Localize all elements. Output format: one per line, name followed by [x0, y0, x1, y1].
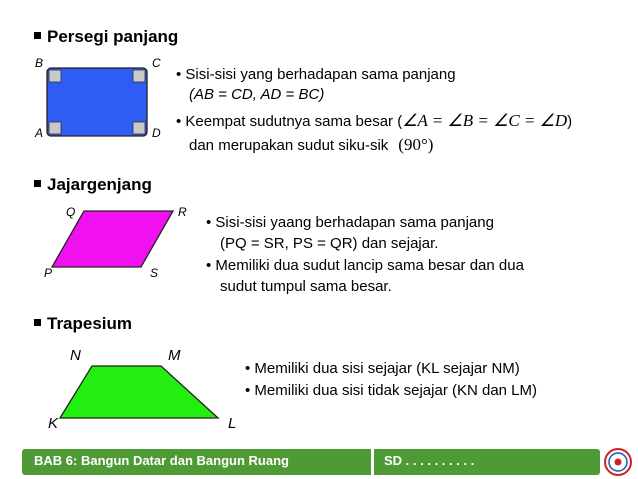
heading-trapesium — [34, 314, 132, 334]
vertex-p-label: P — [44, 266, 53, 280]
right-angle-mark-b — [49, 70, 61, 82]
right-angle-mark-d — [133, 122, 145, 134]
trapezoid-figure — [55, 362, 230, 424]
vertex-a-label: A — [35, 126, 44, 140]
rect-property-2 — [176, 111, 572, 131]
heading-text: Persegi panjang — [47, 27, 179, 46]
para-property-1-detail: (PQ = SR, PS = QR) dan sejajar. — [220, 235, 439, 252]
trap-property-2: • Memiliki dua sisi tidak sejajar (KN dan LM) — [245, 382, 538, 399]
vertex-r-label: R — [178, 205, 187, 219]
para-property-2-cont: sudut tumpul sama besar. — [220, 278, 392, 295]
right-angle-value: (90°) — [398, 135, 434, 154]
heading-jajargenjang — [34, 175, 152, 195]
rect-property-2-cont-text: dan merupakan sudut siku-sik — [189, 137, 389, 154]
vertex-d-label: D — [152, 126, 161, 140]
vertex-s-label: S — [150, 266, 159, 280]
rectangle-figure — [40, 62, 170, 140]
vertex-b-label: B — [35, 56, 44, 70]
angle-equation: ∠A = ∠B = ∠C = ∠D — [402, 111, 568, 130]
heading-text: Jajargenjang — [47, 175, 152, 194]
rect-property-2-close: ) — [567, 113, 573, 130]
trap-property-1: • Memiliki dua sisi sejajar (KL sejajar NM) — [245, 360, 520, 377]
footer-chapter-title: BAB 6: Bangun Datar dan Bangun Ruang — [34, 453, 289, 468]
vertex-k-label: K — [48, 415, 59, 432]
para-property-1: • Sisi-sisi yaang berhadapan sama panjang — [206, 214, 494, 231]
vertex-c-label: C — [152, 56, 161, 70]
rect-property-2-text: • Keempat sudutnya sama besar ( — [176, 113, 403, 130]
footer-bar — [22, 449, 600, 475]
brand-logo-icon — [603, 447, 633, 477]
rect-property-1-detail: (AB = CD, AD = BC) — [189, 86, 325, 103]
footer-level: SD . . . . . . . . . . — [384, 453, 475, 468]
vertex-m-label: M — [168, 347, 181, 364]
heading-persegi-panjang — [34, 27, 178, 47]
bullet-square-icon — [34, 180, 41, 187]
vertex-n-label: N — [70, 347, 81, 364]
rect-property-1: • Sisi-sisi yang berhadapan sama panjang — [176, 66, 456, 83]
bullet-square-icon — [34, 32, 41, 39]
bullet-square-icon — [34, 319, 41, 326]
para-property-2: • Memiliki dua sudut lancip sama besar dan dua — [206, 257, 524, 274]
footer-divider — [371, 449, 374, 475]
vertex-q-label: Q — [66, 205, 76, 219]
heading-text: Trapesium — [47, 314, 133, 333]
right-angle-mark-a — [49, 122, 61, 134]
vertex-l-label: L — [228, 415, 237, 432]
right-angle-mark-c — [133, 70, 145, 82]
rect-property-2-cont — [189, 135, 433, 155]
parallelogram-figure — [40, 205, 190, 275]
